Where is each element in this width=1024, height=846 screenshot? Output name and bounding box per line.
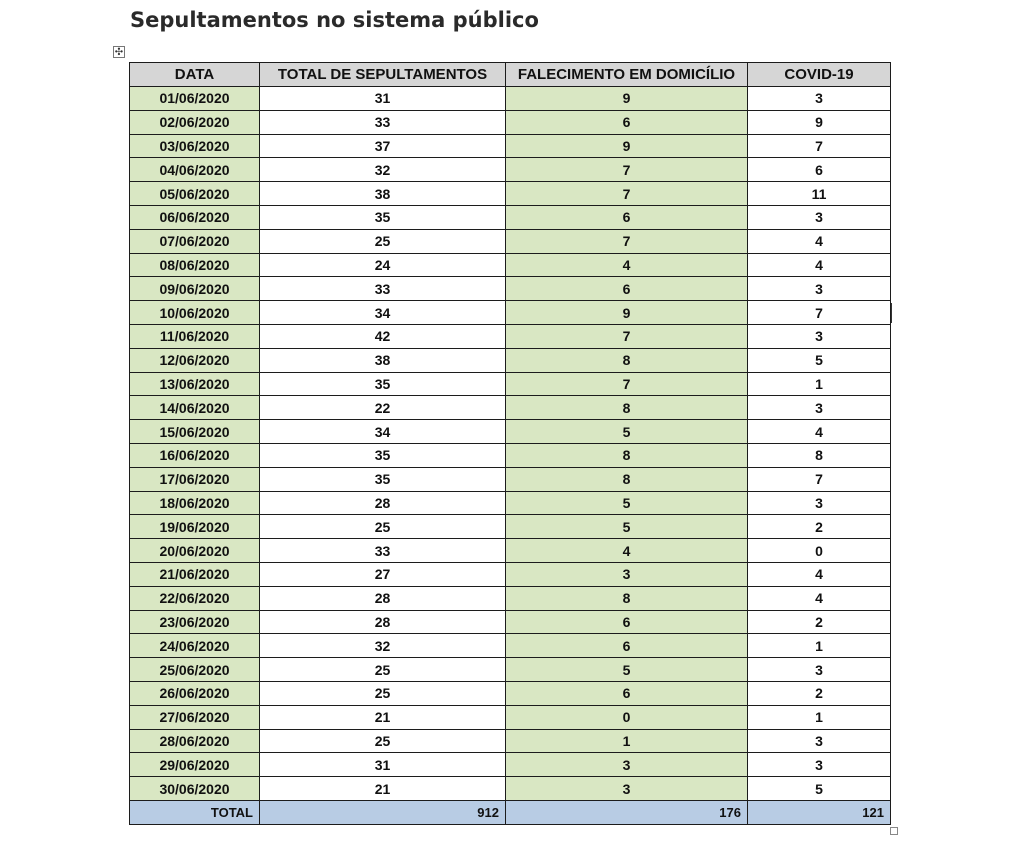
table-row [130,396,891,420]
table-row [130,324,891,348]
cell-date[interactable]: 30/06/2020 [130,777,260,801]
cell-covid[interactable]: 3 [748,205,891,229]
cell-date[interactable]: 24/06/2020 [130,634,260,658]
cell-total-burials[interactable]: 31 [260,87,506,111]
cell-total-burials[interactable]: 33 [260,277,506,301]
table-row [130,610,891,634]
table-row [130,515,891,539]
cell-home-deaths[interactable]: 0 [506,705,748,729]
cell-date[interactable]: 19/06/2020 [130,515,260,539]
cell-date[interactable]: 22/06/2020 [130,586,260,610]
cell-date[interactable]: 02/06/2020 [130,110,260,134]
cell-covid[interactable]: 5 [748,348,891,372]
cell-date[interactable]: 26/06/2020 [130,681,260,705]
cell-covid[interactable]: 7 [748,301,891,325]
cell-covid[interactable]: 2 [748,681,891,705]
cell-total-burials[interactable]: 35 [260,372,506,396]
cell-date[interactable]: 15/06/2020 [130,420,260,444]
cell-total-burials[interactable]: 38 [260,182,506,206]
cell-home-deaths[interactable]: 1 [506,729,748,753]
cell-date[interactable]: 13/06/2020 [130,372,260,396]
cell-date[interactable]: 03/06/2020 [130,134,260,158]
cell-total-burials[interactable]: 25 [260,229,506,253]
cell-total-burials[interactable]: 25 [260,515,506,539]
cell-covid[interactable]: 8 [748,443,891,467]
cell-covid[interactable]: 3 [748,753,891,777]
cell-date[interactable]: 10/06/2020 [130,301,260,325]
header-total-burials[interactable]: TOTAL DE SEPULTAMENTOS [260,63,506,87]
cell-home-deaths[interactable]: 8 [506,467,748,491]
table-row [130,229,891,253]
cell-covid[interactable]: 3 [748,658,891,682]
table-row [130,539,891,563]
cell-covid[interactable]: 3 [748,277,891,301]
cell-home-deaths[interactable]: 6 [506,205,748,229]
cell-home-deaths[interactable]: 5 [506,420,748,444]
table-row [130,348,891,372]
cell-total-burials[interactable]: 28 [260,610,506,634]
table-row [130,658,891,682]
cell-total-burials[interactable]: 27 [260,562,506,586]
cell-date[interactable]: 06/06/2020 [130,205,260,229]
header-home-deaths[interactable]: FALECIMENTO EM DOMICÍLIO [506,63,748,87]
table-header [130,63,891,87]
table-row [130,182,891,206]
cell-home-deaths[interactable]: 8 [506,443,748,467]
cell-home-deaths[interactable]: 4 [506,253,748,277]
cell-home-deaths[interactable]: 9 [506,134,748,158]
cell-date[interactable]: 20/06/2020 [130,539,260,563]
cell-covid[interactable]: 4 [748,420,891,444]
cell-total-burials[interactable]: 32 [260,634,506,658]
cell-total-burials[interactable]: 31 [260,753,506,777]
table-row [130,777,891,801]
table-row [130,443,891,467]
table-row [130,253,891,277]
cell-total-burials[interactable]: 25 [260,658,506,682]
table-row [130,372,891,396]
table-row [130,134,891,158]
cell-home-deaths[interactable]: 7 [506,372,748,396]
table-row [130,205,891,229]
table-row [130,420,891,444]
cell-total-burials[interactable]: 32 [260,158,506,182]
table-row [130,634,891,658]
cell-covid[interactable]: 5 [748,777,891,801]
cell-total-burials[interactable]: 25 [260,729,506,753]
cell-covid[interactable]: 4 [748,586,891,610]
cell-home-deaths[interactable]: 7 [506,324,748,348]
cell-home-deaths[interactable]: 7 [506,229,748,253]
cell-home-deaths[interactable]: 3 [506,753,748,777]
cell-date[interactable]: 12/06/2020 [130,348,260,372]
table-row [130,753,891,777]
cell-home-deaths[interactable]: 4 [506,539,748,563]
table-row [130,562,891,586]
cell-home-deaths[interactable]: 8 [506,396,748,420]
cell-total-burials[interactable]: 28 [260,491,506,515]
cell-total-burials[interactable]: 42 [260,324,506,348]
cell-home-deaths[interactable]: 5 [506,491,748,515]
cell-home-deaths[interactable]: 7 [506,182,748,206]
table-row [130,87,891,111]
cell-date[interactable]: 11/06/2020 [130,324,260,348]
cell-covid[interactable]: 9 [748,110,891,134]
burials-table [129,62,891,825]
cell-date[interactable]: 04/06/2020 [130,158,260,182]
cell-total-burials[interactable]: 33 [260,110,506,134]
cell-home-deaths[interactable]: 9 [506,87,748,111]
totals-row [130,800,891,824]
cell-date[interactable]: 21/06/2020 [130,562,260,586]
table-row [130,729,891,753]
cell-date[interactable]: 29/06/2020 [130,753,260,777]
cell-covid[interactable]: 7 [748,134,891,158]
totals-burials[interactable]: 912 [260,800,506,824]
cell-total-burials[interactable]: 34 [260,420,506,444]
cell-total-burials[interactable]: 25 [260,681,506,705]
cell-covid[interactable]: 3 [748,396,891,420]
cell-home-deaths[interactable]: 6 [506,610,748,634]
cell-total-burials[interactable]: 21 [260,705,506,729]
cell-date[interactable]: 18/06/2020 [130,491,260,515]
table-row [130,110,891,134]
cell-covid[interactable]: 3 [748,324,891,348]
cell-total-burials[interactable]: 33 [260,539,506,563]
cell-total-burials[interactable]: 21 [260,777,506,801]
table-row [130,277,891,301]
table-footer [130,800,891,824]
cell-covid[interactable]: 7 [748,467,891,491]
cell-covid[interactable]: 4 [748,562,891,586]
cell-home-deaths[interactable]: 6 [506,681,748,705]
cell-date[interactable]: 28/06/2020 [130,729,260,753]
cell-total-burials[interactable]: 35 [260,467,506,491]
cell-covid[interactable]: 1 [748,372,891,396]
cell-home-deaths[interactable]: 8 [506,586,748,610]
cell-covid[interactable]: 2 [748,610,891,634]
cell-home-deaths[interactable]: 6 [506,634,748,658]
cell-home-deaths[interactable]: 6 [506,110,748,134]
cell-home-deaths[interactable]: 5 [506,658,748,682]
cell-covid[interactable]: 6 [748,158,891,182]
header-row [130,63,891,87]
header-date[interactable]: DATA [130,63,260,87]
cell-total-burials[interactable]: 28 [260,586,506,610]
cell-covid[interactable]: 3 [748,87,891,111]
cell-home-deaths[interactable]: 9 [506,301,748,325]
table-row [130,705,891,729]
table-row [130,467,891,491]
cell-covid[interactable]: 4 [748,253,891,277]
table-row [130,681,891,705]
cell-date[interactable]: 01/06/2020 [130,87,260,111]
totals-label[interactable]: TOTAL [130,800,260,824]
cell-covid[interactable]: 11 [748,182,891,206]
page-title: Sepultamentos no sistema público [130,8,539,32]
cell-date[interactable]: 05/06/2020 [130,182,260,206]
cell-covid[interactable]: 1 [748,705,891,729]
cell-total-burials[interactable]: 37 [260,134,506,158]
cell-date[interactable]: 16/06/2020 [130,443,260,467]
table-move-handle-icon[interactable]: ✣ [114,47,124,58]
cell-date[interactable]: 27/06/2020 [130,705,260,729]
table-row [130,301,891,325]
cell-covid[interactable]: 3 [748,491,891,515]
cell-home-deaths[interactable]: 5 [506,515,748,539]
table-body [130,87,891,801]
cell-covid[interactable]: 1 [748,634,891,658]
cell-date[interactable]: 23/06/2020 [130,610,260,634]
header-covid[interactable]: COVID-19 [748,63,891,87]
cell-date[interactable]: 25/06/2020 [130,658,260,682]
cell-covid[interactable]: 4 [748,229,891,253]
cell-covid[interactable]: 2 [748,515,891,539]
table-row [130,491,891,515]
cell-date[interactable]: 08/06/2020 [130,253,260,277]
cell-date[interactable]: 17/06/2020 [130,467,260,491]
cell-total-burials[interactable]: 34 [260,301,506,325]
cell-covid[interactable]: 3 [748,729,891,753]
cell-date[interactable]: 14/06/2020 [130,396,260,420]
text-cursor [891,303,892,323]
cell-total-burials[interactable]: 38 [260,348,506,372]
table-row [130,586,891,610]
cell-home-deaths[interactable]: 6 [506,277,748,301]
totals-home-deaths[interactable]: 176 [506,800,748,824]
cell-home-deaths[interactable]: 7 [506,158,748,182]
cell-home-deaths[interactable]: 3 [506,777,748,801]
cell-total-burials[interactable]: 22 [260,396,506,420]
cell-date[interactable]: 07/06/2020 [130,229,260,253]
cell-covid[interactable]: 0 [748,539,891,563]
cell-total-burials[interactable]: 35 [260,205,506,229]
cell-home-deaths[interactable]: 3 [506,562,748,586]
cell-home-deaths[interactable]: 8 [506,348,748,372]
cell-date[interactable]: 09/06/2020 [130,277,260,301]
table-resize-handle[interactable] [890,827,898,835]
totals-covid[interactable]: 121 [748,800,891,824]
table-row [130,158,891,182]
cell-total-burials[interactable]: 24 [260,253,506,277]
cell-total-burials[interactable]: 35 [260,443,506,467]
